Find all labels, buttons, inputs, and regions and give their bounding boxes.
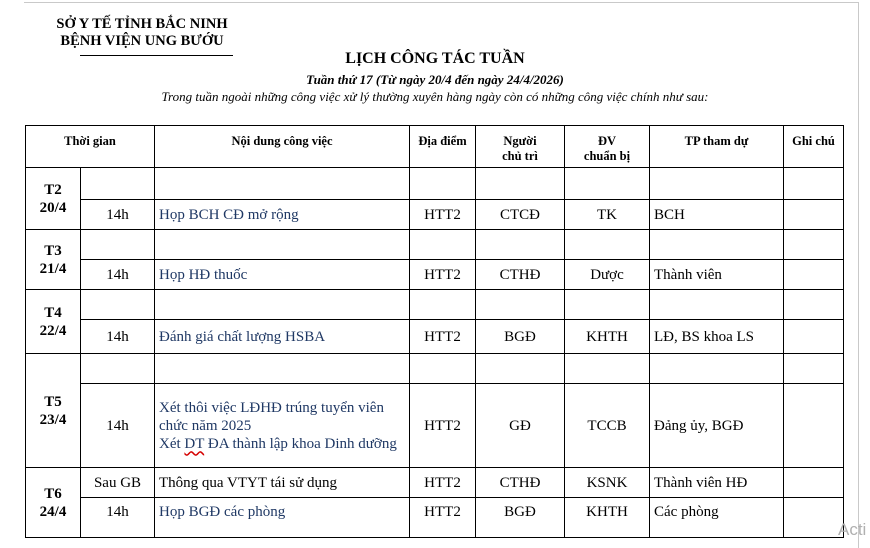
table-row (26, 498, 844, 538)
time-cell: 14h (81, 200, 155, 230)
prep-cell: KSNK (565, 468, 650, 498)
spellcheck-word: DT (184, 435, 205, 452)
notes-cell (784, 468, 844, 498)
day-label: T5 (44, 393, 62, 410)
col-header-notes: Ghi chú (784, 126, 844, 168)
content-text: ĐA thành lập khoa Dinh dưỡng (204, 435, 397, 452)
document-title: LỊCH CÔNG TÁC TUẦN (345, 50, 525, 67)
table-row (26, 168, 844, 200)
prep-cell: KHTH (565, 320, 650, 354)
day-label: T4 (44, 304, 62, 321)
content-cell: Thông qua VTYT tái sử dụng (155, 468, 410, 498)
time-cell: 14h (81, 498, 155, 538)
empty-cell (784, 290, 844, 320)
attendees-cell: LĐ, BS khoa LS (650, 320, 784, 354)
empty-cell (410, 168, 476, 200)
table-row (26, 260, 844, 290)
time-cell: 14h (81, 320, 155, 354)
day-date: 23/4 (39, 411, 67, 428)
day-date: 24/4 (39, 503, 67, 520)
empty-cell (650, 290, 784, 320)
day-label: T6 (44, 485, 62, 502)
location-cell: HTT2 (410, 498, 476, 538)
col-header-prep (565, 126, 650, 168)
day-label: T2 (44, 181, 62, 198)
location-cell: HTT2 (410, 200, 476, 230)
host-cell: CTHĐ (476, 260, 565, 290)
empty-cell (784, 168, 844, 200)
empty-cell (476, 354, 565, 384)
table-row (26, 200, 844, 230)
empty-cell (81, 168, 155, 200)
attendees-cell: Các phòng (650, 498, 784, 538)
location-cell: HTT2 (410, 320, 476, 354)
day-cell-t5 (26, 354, 81, 468)
prep-cell: Dược (565, 260, 650, 290)
content-text: Xét (159, 435, 185, 452)
notes-cell (784, 200, 844, 230)
org-line-1: SỞ Y TẾ TỈNH BẮC NINH (56, 16, 228, 32)
empty-cell (565, 230, 650, 260)
day-date: 21/4 (39, 260, 67, 277)
table-row (26, 468, 844, 498)
prep-cell: TCCB (565, 384, 650, 468)
empty-cell (476, 230, 565, 260)
host-cell: BGĐ (476, 498, 565, 538)
empty-cell (410, 230, 476, 260)
empty-cell (784, 354, 844, 384)
attendees-cell: BCH (650, 200, 784, 230)
col-header-host-line2: chủ trì (502, 149, 538, 163)
content-line-2 (159, 435, 405, 453)
table-row (26, 290, 844, 320)
table-row (26, 384, 844, 468)
intro-text: Trong tuần ngoài những công việc xử lý thường xuyên hàng ngày còn có những công việc chính như sau: (161, 89, 709, 104)
page-edge-top (24, 2, 858, 3)
empty-cell (155, 354, 410, 384)
table-row (26, 320, 844, 354)
empty-cell (476, 290, 565, 320)
empty-cell (476, 168, 565, 200)
empty-cell (81, 290, 155, 320)
day-cell-t2 (26, 168, 81, 230)
empty-cell (81, 354, 155, 384)
col-header-host (476, 126, 565, 168)
content-cell: Họp BCH CĐ mở rộng (155, 200, 410, 230)
time-cell: 14h (81, 384, 155, 468)
table-row (26, 230, 844, 260)
empty-cell (650, 168, 784, 200)
empty-cell (650, 230, 784, 260)
location-cell: HTT2 (410, 468, 476, 498)
host-cell: GĐ (476, 384, 565, 468)
day-label: T3 (44, 242, 62, 259)
activation-watermark: Acti (838, 520, 867, 539)
table-row (26, 354, 844, 384)
attendees-cell: Thành viên (650, 260, 784, 290)
empty-cell (155, 230, 410, 260)
host-cell: CTCĐ (476, 200, 565, 230)
col-header-content: Nội dung công việc (155, 126, 410, 168)
content-cell: Họp HĐ thuốc (155, 260, 410, 290)
col-header-host-line1: Người (503, 134, 537, 148)
attendees-cell: Thành viên HĐ (650, 468, 784, 498)
empty-cell (565, 354, 650, 384)
col-header-prep-line1: ĐV (597, 134, 617, 148)
empty-cell (81, 230, 155, 260)
notes-cell (784, 384, 844, 468)
day-cell-t3 (26, 230, 81, 290)
empty-cell (155, 168, 410, 200)
schedule-table (25, 125, 844, 538)
day-date: 20/4 (39, 199, 67, 216)
notes-cell (784, 320, 844, 354)
col-header-prep-line2: chuẩn bị (583, 149, 631, 163)
empty-cell (650, 354, 784, 384)
org-line-2: BỆNH VIỆN UNG BƯỚU (60, 33, 224, 49)
day-date: 22/4 (39, 322, 67, 339)
attendees-cell: Đảng ủy, BGĐ (650, 384, 784, 468)
content-cell (155, 384, 410, 468)
day-cell-t4 (26, 290, 81, 354)
empty-cell (565, 168, 650, 200)
notes-cell (784, 498, 844, 538)
empty-cell (410, 290, 476, 320)
location-cell: HTT2 (410, 384, 476, 468)
empty-cell (565, 290, 650, 320)
host-cell: CTHĐ (476, 468, 565, 498)
notes-cell (784, 260, 844, 290)
col-header-attendees: TP tham dự (650, 126, 784, 168)
empty-cell (410, 354, 476, 384)
prep-cell: TK (565, 200, 650, 230)
location-cell: HTT2 (410, 260, 476, 290)
organization-header (50, 16, 234, 50)
empty-cell (155, 290, 410, 320)
col-header-location: Địa điểm (410, 126, 476, 168)
time-cell: 14h (81, 260, 155, 290)
time-cell: Sau GB (81, 468, 155, 498)
content-line-1: Xét thôi việc LĐHĐ trúng tuyển viên chức năm 2025 (159, 399, 384, 434)
prep-cell: KHTH (565, 498, 650, 538)
header-row (26, 126, 844, 168)
host-cell: BGĐ (476, 320, 565, 354)
col-header-time: Thời gian (26, 126, 155, 168)
day-cell-t6 (26, 468, 81, 538)
content-cell: Họp BGĐ các phòng (155, 498, 410, 538)
content-cell: Đánh giá chất lượng HSBA (155, 320, 410, 354)
week-subtitle: Tuần thứ 17 (Từ ngày 20/4 đến ngày 24/4/2026) (306, 72, 564, 87)
empty-cell (784, 230, 844, 260)
